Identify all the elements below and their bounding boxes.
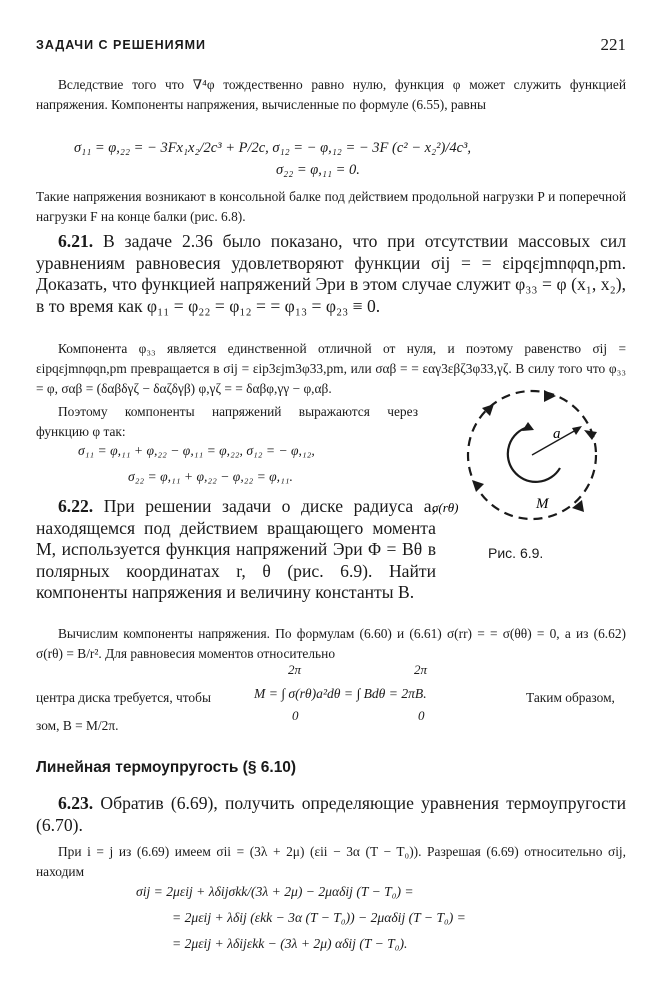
problem-6-22-solution-3: зом, B = M/2π.: [36, 718, 119, 733]
problem-6-23-statement: [36, 793, 626, 836]
figure-6-9-caption: Рис. 6.9.: [488, 545, 544, 561]
intro-paragraph: Вследствие того что ∇⁴φ тождественно равно нулю, функция φ может служить функцией напряжения. Компоненты напряжения, вычисленные по формуле (6.55), равны: [36, 77, 626, 112]
problem-6-21-equation-2: σ₂₂ = φ,₁₁ + φ,₂₂ − φ,₂₂ = φ,₁₁.: [128, 469, 293, 484]
problem-6-21-text: В задаче 2.36 было показано, что при отсутствии массовых сил уравнениям равновесия удовлетворяют функции σij = = εipqεjmnφqn,pm. Доказать, что функцией напряжений Эри в этом случае служит φ₃₃ = φ (x₁, x₂), в то время как φ₁₁ = φ₂₂ = φ₁₂ = = φ₁₃ = φ₂₃ ≡ 0.: [36, 231, 626, 316]
problem-6-22-solution-1: Вычислим компоненты напряжения. По формулам (6.60) и (6.61) σ(rr) = = σ(θθ) = 0, а из (6.62) σ(rθ) = B/r². Для равновесия моментов относительно: [36, 626, 626, 661]
problem-6-21-equation-1: σ₁₁ = φ,₁₁ + φ,₂₂ − φ,₁₁ = φ,₂₂, σ₁₂ = − φ,₁₂,: [78, 443, 315, 458]
radius-arrow-head: [572, 426, 582, 435]
problem-6-23-text: Обратив (6.69), получить определяющие уравнения термоупругости (6.70).: [36, 793, 626, 835]
torque-arrow-head: [522, 422, 534, 431]
intro-after-paragraph: Такие напряжения возникают в консольной балке под действием продольной нагрузки P и поперечной нагрузки F на конце балки (рис. 6.8).: [36, 189, 626, 224]
header-title: ЗАДАЧИ С РЕШЕНИЯМИ: [36, 38, 207, 52]
problem-6-23-number: 6.23.: [58, 793, 94, 813]
problem-6-21-number: 6.21.: [58, 231, 94, 251]
shear-stress-label: σ(rθ): [432, 500, 459, 515]
section-heading: Линейная термоупругость (§ 6.10): [36, 759, 297, 776]
problem-6-21-solution-2: Поэтому компоненты напряжений выражаются через функцию φ так:: [36, 404, 418, 439]
problem-6-23-equation-2: = 2μεij + λδij (εkk − 3α (T − T₀)) − 2μαδij (T − T₀) =: [172, 910, 466, 925]
boundary-shear-arrows: [472, 390, 597, 512]
intro-equation-1: σ₁₁ = φ,₂₂ = − 3Fx₁x₂/2c³ + P/2c, σ₁₂ = − φ,₁₂ = − 3F (c² − x₂²)/4c³,: [74, 140, 471, 156]
integral-1-lower: 0: [292, 708, 299, 723]
integral-2-upper: 2π: [414, 662, 428, 677]
moment-lead-text: центра диска требуется, чтобы: [36, 690, 211, 705]
problem-6-23-solution: При i = j из (6.69) имеем σii = (3λ + 2μ) (εii − 3α (T − T₀)). Разрешая (6.69) относительно σij, находим: [36, 844, 626, 879]
moment-trail-text: Таким образом,: [526, 690, 615, 705]
problem-6-22-number: 6.22.: [58, 496, 94, 516]
moment-equation: M = ∫ σ(rθ)a²dθ = ∫ Bdθ = 2πB.: [254, 686, 427, 701]
integral-1-upper: 2π: [288, 662, 302, 677]
problem-6-22-text: При решении задачи о диске радиуса a, находящемся под действием вращающего момента M, используется функция напряжений Эри Φ = Bθ в полярных координатах r, θ (рис. 6.9). Найти компоненты напряжения и величину константы B.: [36, 496, 436, 602]
moment-label: M: [536, 496, 549, 512]
problem-6-23-equation-1: σij = 2μεij + λδijσkk/(3λ + 2μ) − 2μαδij (T − T₀) =: [136, 884, 414, 899]
running-header: [36, 35, 626, 58]
intro-equation-2: σ₂₂ = φ,₁₁ = 0.: [276, 162, 360, 178]
radius-label: a: [553, 426, 561, 442]
problem-6-23-equation-3: = 2μεij + λδijεkk − (3λ + 2μ) αδij (T − T₀).: [172, 936, 408, 951]
problem-6-21-statement: [36, 231, 626, 317]
problem-6-22-statement: [36, 496, 436, 604]
figure-6-9-disk: [432, 380, 622, 530]
page-number: 221: [600, 35, 626, 54]
problem-6-21-solution: Компонента φ₃₃ является единственной отличной от нуля, и поэтому равенство σij = εipqεjmnφqn,pm превращается в σij = εip3εjm3φ33,pm, или σαβ = = εαγ3εβζ3φ33,γζ. В силу того что φ₃₃ = φ, σαβ = (δαβδγζ − δαζδγβ) φ,γζ = = δαβφ,γγ − φ,αβ.: [36, 341, 626, 396]
integral-2-lower: 0: [418, 708, 425, 723]
